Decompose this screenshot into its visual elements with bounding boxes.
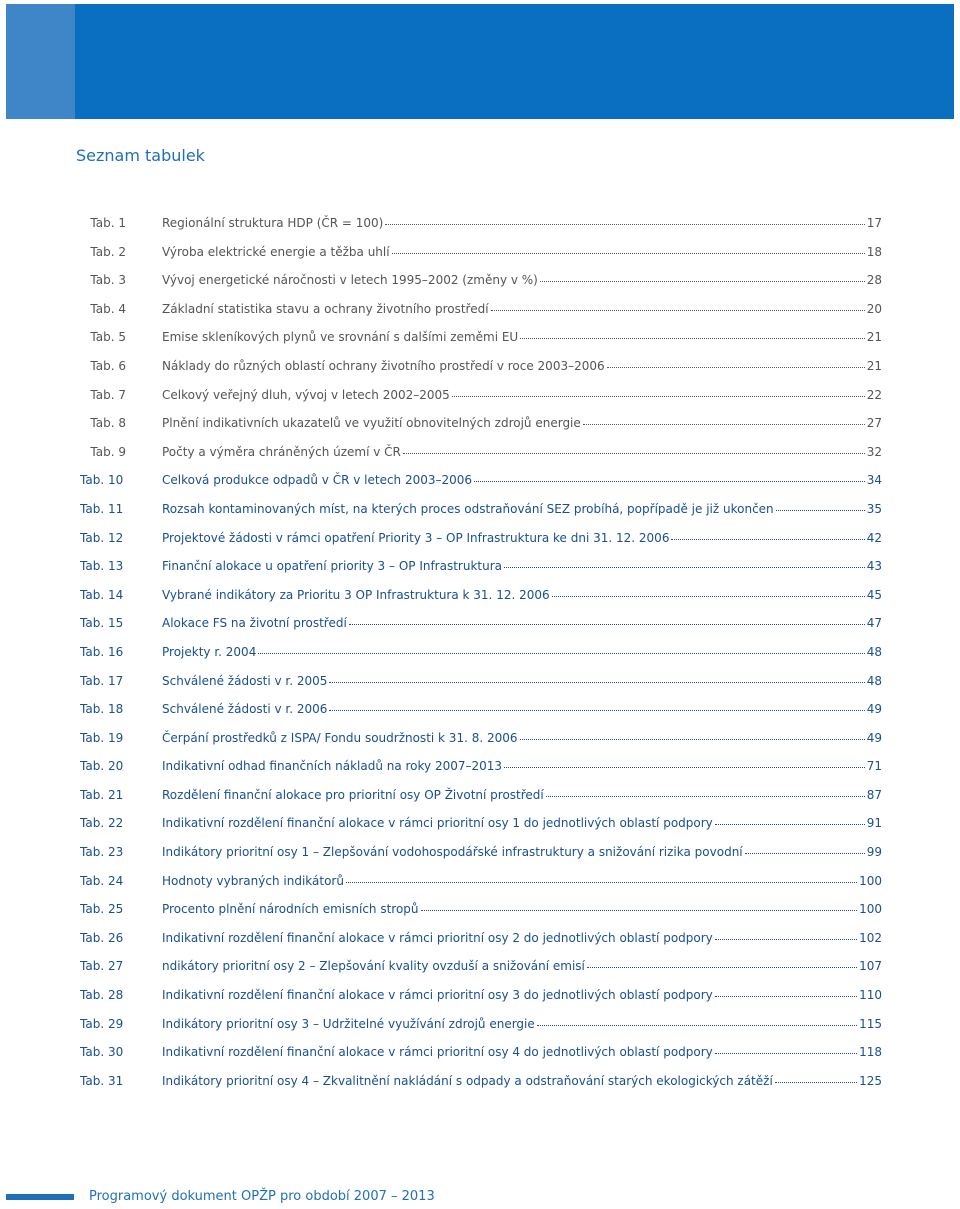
toc-entry-title: Schválené žádosti v r. 2006 bbox=[162, 702, 328, 717]
toc-entry-title: Alokace FS na životní prostředí bbox=[162, 616, 347, 631]
toc-entry-leader bbox=[552, 596, 865, 597]
header-banner bbox=[6, 4, 954, 119]
toc-entry-page: 45 bbox=[866, 587, 882, 602]
toc-entry[interactable] bbox=[80, 816, 882, 845]
toc-entry-leader bbox=[715, 939, 857, 940]
toc-entry[interactable] bbox=[80, 959, 882, 988]
toc-entry-page: 22 bbox=[866, 387, 882, 402]
toc-entry-page: 43 bbox=[866, 559, 882, 574]
toc-entry-number: Tab. 16 bbox=[80, 644, 124, 659]
toc-entry-number: Tab. 14 bbox=[80, 587, 124, 602]
header-banner-accent bbox=[6, 4, 75, 119]
toc-entry[interactable] bbox=[80, 416, 882, 445]
toc-entry-title: Regionální struktura HDP (ČR = 100) bbox=[162, 216, 384, 230]
toc-entry-number: Tab. 1 bbox=[90, 216, 126, 230]
toc-entry-title: Celková produkce odpadů v ČR v letech 2003–2006 bbox=[162, 473, 473, 488]
toc-entry-number: Tab. 18 bbox=[80, 702, 124, 717]
toc-entry-page: 102 bbox=[859, 930, 882, 945]
toc-entry-leader bbox=[421, 910, 858, 911]
toc-entry-page: 42 bbox=[866, 530, 882, 545]
toc-entry[interactable] bbox=[80, 902, 882, 931]
toc-entry-title: Rozdělení finanční alokace pro prioritní osy OP Životní prostředí bbox=[162, 787, 544, 802]
toc-entry-number: Tab. 30 bbox=[80, 1045, 124, 1060]
toc-entry-title: Základní statistika stavu a ochrany životního prostředí bbox=[162, 301, 489, 316]
toc-entry-number: Tab. 5 bbox=[90, 330, 126, 345]
toc-entry-page: 21 bbox=[866, 358, 882, 373]
toc-entry-number: Tab. 22 bbox=[80, 816, 124, 831]
footer-bar bbox=[6, 1194, 74, 1200]
toc-entry-number: Tab. 12 bbox=[80, 530, 124, 545]
toc-entry-leader bbox=[329, 682, 864, 683]
toc-entry-title: Indikátory prioritní osy 3 – Udržitelné využívání zdrojů energie bbox=[162, 1016, 535, 1031]
toc-entry[interactable] bbox=[80, 731, 882, 760]
toc-entry-page: 118 bbox=[859, 1045, 882, 1060]
toc-entry-leader bbox=[583, 424, 865, 425]
toc-entry-title: Indikativní rozdělení finanční alokace v rámci prioritní osy 1 do jednotlivých oblastí podpory bbox=[162, 816, 713, 831]
toc-entry-number: Tab. 20 bbox=[80, 759, 124, 774]
toc-entry-leader bbox=[715, 996, 857, 997]
toc-entry-title: Finanční alokace u opatření priority 3 – OP Infrastruktura bbox=[162, 559, 503, 574]
toc-entry-page: 34 bbox=[866, 473, 882, 488]
toc-entry-title: Schválené žádosti v r. 2005 bbox=[162, 673, 328, 688]
toc-entry-title: Hodnoty vybraných indikátorů bbox=[162, 873, 344, 888]
toc-entry-leader bbox=[520, 338, 865, 339]
toc-entry-title: Vybrané indikátory za Prioritu 3 OP Infrastruktura k 31. 12. 2006 bbox=[162, 587, 550, 602]
toc-entry-leader bbox=[403, 453, 865, 454]
toc-entry-leader bbox=[537, 1025, 857, 1026]
toc-entry[interactable] bbox=[80, 245, 882, 274]
toc-entry[interactable] bbox=[80, 788, 882, 817]
toc-entry[interactable] bbox=[80, 330, 882, 359]
toc-entry-leader bbox=[607, 367, 865, 368]
toc-entry-leader bbox=[776, 510, 865, 511]
toc-entry-number: Tab. 31 bbox=[80, 1073, 124, 1088]
toc-entry[interactable] bbox=[80, 473, 882, 502]
toc-entry-number: Tab. 6 bbox=[90, 358, 126, 373]
toc-entry-page: 49 bbox=[866, 730, 882, 745]
toc-entry-page: 21 bbox=[866, 330, 882, 345]
toc-entry-page: 17 bbox=[866, 216, 882, 230]
toc-entry-page: 48 bbox=[866, 644, 882, 659]
toc-entry-leader bbox=[546, 796, 865, 797]
toc-entry-leader bbox=[520, 739, 865, 740]
toc-entry-number: Tab. 26 bbox=[80, 930, 124, 945]
toc-entry-page: 99 bbox=[866, 845, 882, 860]
toc-entry[interactable] bbox=[80, 988, 882, 1017]
toc-entry-leader bbox=[715, 1053, 857, 1054]
toc-entry-leader bbox=[540, 281, 865, 282]
toc-entry[interactable] bbox=[80, 1074, 882, 1103]
toc-entry[interactable] bbox=[80, 616, 882, 645]
toc-entry-number: Tab. 23 bbox=[80, 845, 124, 860]
toc-entry-number: Tab. 2 bbox=[90, 244, 126, 259]
toc-entry-page: 125 bbox=[859, 1073, 882, 1088]
toc-entry-page: 48 bbox=[866, 673, 882, 688]
table-of-contents bbox=[80, 216, 882, 1102]
toc-entry-leader bbox=[349, 624, 865, 625]
toc-entry[interactable] bbox=[80, 759, 882, 788]
toc-entry-page: 100 bbox=[859, 902, 882, 917]
toc-entry-leader bbox=[346, 882, 857, 883]
toc-entry-title: Indikátory prioritní osy 1 – Zlepšování vodohospodářské infrastruktury a snižování rizika povodní bbox=[162, 845, 743, 860]
toc-entry[interactable] bbox=[80, 1017, 882, 1046]
toc-entry-number: Tab. 29 bbox=[80, 1016, 124, 1031]
toc-entry-title: Indikativní rozdělení finanční alokace v rámci prioritní osy 3 do jednotlivých oblastí podpory bbox=[162, 988, 713, 1003]
toc-entry-title: Indikativní odhad finančních nákladů na roky 2007–2013 bbox=[162, 759, 503, 774]
toc-entry-page: 35 bbox=[866, 501, 882, 516]
toc-entry-page: 20 bbox=[866, 301, 882, 316]
toc-entry-number: Tab. 3 bbox=[90, 273, 126, 288]
toc-entry[interactable] bbox=[80, 674, 882, 703]
toc-entry-leader bbox=[715, 824, 865, 825]
footer-text: Programový dokument OPŽP pro období 2007 – 2013 bbox=[89, 1189, 435, 1204]
toc-entry-title: Plnění indikativních ukazatelů ve využití obnovitelných zdrojů energie bbox=[162, 416, 581, 431]
toc-entry[interactable] bbox=[80, 845, 882, 874]
toc-entry-page: 27 bbox=[866, 416, 882, 431]
toc-entry-leader bbox=[671, 539, 864, 540]
toc-entry-title: ndikátory prioritní osy 2 – Zlepšování kvality ovzduší a snižování emisí bbox=[162, 959, 585, 974]
toc-entry-leader bbox=[474, 481, 865, 482]
toc-entry-page: 32 bbox=[866, 444, 882, 459]
toc-entry-title: Počty a výměra chráněných území v ČR bbox=[162, 444, 401, 459]
toc-entry-page: 47 bbox=[866, 616, 882, 631]
toc-entry[interactable] bbox=[80, 531, 882, 560]
toc-entry-leader bbox=[392, 253, 865, 254]
toc-entry[interactable] bbox=[80, 1045, 882, 1074]
toc-entry-leader bbox=[452, 396, 865, 397]
toc-entry-number: Tab. 28 bbox=[80, 988, 124, 1003]
toc-entry[interactable] bbox=[80, 216, 882, 245]
toc-entry-title: Indikátory prioritní osy 4 – Zkvalitnění nakládání s odpady a odstraňování starých ekologických zátěží bbox=[162, 1073, 773, 1088]
toc-entry-page: 110 bbox=[859, 988, 882, 1003]
toc-entry[interactable] bbox=[80, 645, 882, 674]
toc-entry-page: 115 bbox=[859, 1016, 882, 1031]
toc-entry-title: Indikativní rozdělení finanční alokace v rámci prioritní osy 4 do jednotlivých oblastí podpory bbox=[162, 1045, 713, 1060]
toc-entry-title: Náklady do různých oblastí ochrany životního prostředí v roce 2003–2006 bbox=[162, 358, 605, 373]
toc-entry-leader bbox=[491, 310, 865, 311]
toc-entry[interactable] bbox=[80, 588, 882, 617]
toc-entry[interactable] bbox=[80, 445, 882, 474]
toc-entry-page: 107 bbox=[859, 959, 882, 974]
toc-entry-title: Projekty r. 2004 bbox=[162, 644, 257, 659]
toc-entry-number: Tab. 25 bbox=[80, 902, 124, 917]
toc-entry-page: 18 bbox=[866, 244, 882, 259]
toc-entry[interactable] bbox=[80, 302, 882, 331]
toc-entry-number: Tab. 15 bbox=[80, 616, 124, 631]
toc-entry-number: Tab. 17 bbox=[80, 673, 124, 688]
toc-entry-page: 91 bbox=[866, 816, 882, 831]
toc-entry[interactable] bbox=[80, 931, 882, 960]
toc-entry[interactable] bbox=[80, 359, 882, 388]
toc-entry-number: Tab. 27 bbox=[80, 959, 124, 974]
toc-entry-number: Tab. 11 bbox=[80, 501, 124, 516]
toc-entry-title: Indikativní rozdělení finanční alokace v rámci prioritní osy 2 do jednotlivých oblastí podpory bbox=[162, 930, 713, 945]
toc-entry-number: Tab. 13 bbox=[80, 559, 124, 574]
toc-entry[interactable] bbox=[80, 559, 882, 588]
toc-entry-leader bbox=[329, 710, 864, 711]
toc-entry-number: Tab. 19 bbox=[80, 730, 124, 745]
toc-entry-title: Celkový veřejný dluh, vývoj v letech 2002–2005 bbox=[162, 387, 450, 402]
toc-entry-title: Procento plnění národních emisních stropů bbox=[162, 902, 419, 917]
toc-entry-page: 100 bbox=[859, 873, 882, 888]
toc-entry-page: 28 bbox=[866, 273, 882, 288]
toc-entry-page: 71 bbox=[866, 759, 882, 774]
toc-entry-number: Tab. 21 bbox=[80, 787, 124, 802]
toc-entry[interactable] bbox=[80, 273, 882, 302]
toc-entry-leader bbox=[587, 967, 857, 968]
toc-entry-title: Vývoj energetické náročnosti v letech 1995–2002 (změny v %) bbox=[162, 273, 538, 288]
toc-entry-number: Tab. 8 bbox=[90, 416, 126, 431]
toc-entry[interactable] bbox=[80, 388, 882, 417]
toc-entry[interactable] bbox=[80, 702, 882, 731]
toc-entry-page: 87 bbox=[866, 787, 882, 802]
page-title: Seznam tabulek bbox=[76, 146, 205, 165]
toc-entry-number: Tab. 9 bbox=[90, 444, 126, 459]
toc-entry-title: Čerpání prostředků z ISPA/ Fondu soudržnosti k 31. 8. 2006 bbox=[162, 730, 518, 745]
toc-entry-leader bbox=[258, 653, 864, 654]
toc-entry-number: Tab. 24 bbox=[80, 873, 124, 888]
toc-entry-title: Výroba elektrické energie a těžba uhlí bbox=[162, 244, 390, 259]
toc-entry-leader bbox=[504, 767, 865, 768]
toc-entry-leader bbox=[385, 224, 864, 225]
toc-entry-page: 49 bbox=[866, 702, 882, 717]
toc-entry-number: Tab. 10 bbox=[80, 473, 124, 488]
toc-entry-number: Tab. 7 bbox=[90, 387, 126, 402]
toc-entry-title: Emise skleníkových plynů ve srovnání s dalšími zeměmi EU bbox=[162, 330, 519, 345]
toc-entry-title: Projektové žádosti v rámci opatření Priority 3 – OP Infrastruktura ke dni 31. 12. 2006 bbox=[162, 530, 670, 545]
toc-entry-number: Tab. 4 bbox=[90, 301, 126, 316]
toc-entry-leader bbox=[775, 1082, 857, 1083]
toc-entry[interactable] bbox=[80, 502, 882, 531]
toc-entry-title: Rozsah kontaminovaných míst, na kterých proces odstraňování SEZ probíhá, popřípadě je již ukončen bbox=[162, 501, 774, 516]
toc-entry-leader bbox=[745, 853, 865, 854]
toc-entry[interactable] bbox=[80, 874, 882, 903]
toc-entry-leader bbox=[504, 567, 865, 568]
